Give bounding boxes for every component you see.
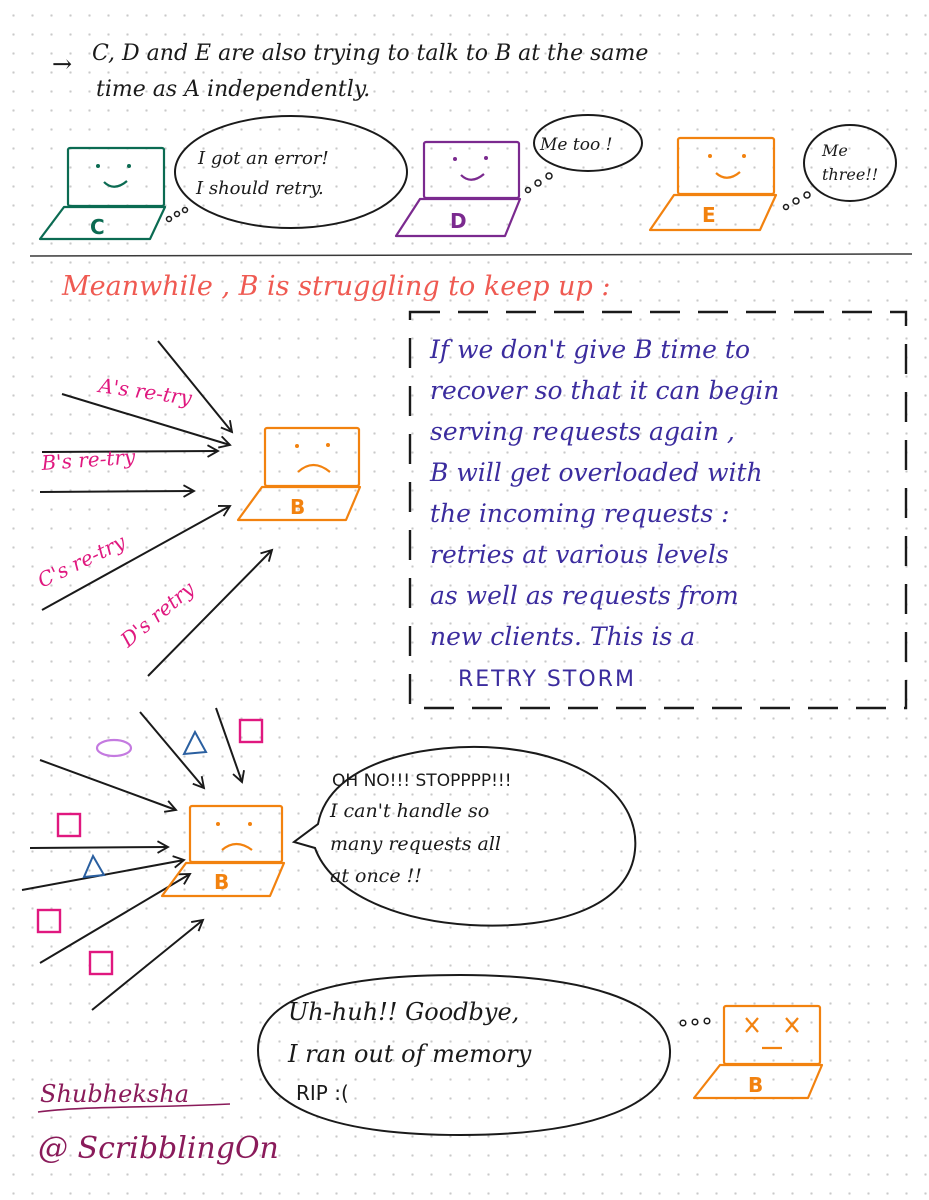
client-c-speech-bubble — [175, 116, 407, 228]
client-c-letter: C — [90, 215, 105, 239]
meanwhile-heading: Meanwhile , B is struggling to keep up : — [62, 271, 611, 302]
retry-storm-note — [429, 335, 779, 651]
section-divider — [30, 254, 912, 256]
request-square-icon — [90, 952, 112, 974]
storm-note-line-7: as well as requests from — [430, 581, 739, 610]
storm-note-line-4: B will get overloaded with — [430, 458, 763, 487]
retry-storm-highlight: RETRY STORM — [458, 667, 636, 692]
retry-label-a: A's re-try — [97, 373, 194, 410]
intro-line-2: time as A independently. — [96, 77, 371, 102]
client-c-speech-line-2: I should retry. — [196, 178, 324, 199]
retry-label-d: D's retry — [115, 576, 199, 652]
storm-note-line-6: retries at various levels — [430, 540, 729, 569]
request-square-icon — [58, 814, 80, 836]
request-triangle-icon — [84, 856, 104, 877]
goodbye-line-2: I ran out of memory — [288, 1040, 532, 1068]
request-square-icon — [38, 910, 60, 932]
server-b-letter: B — [290, 495, 306, 519]
dead-server-letter: B — [748, 1073, 764, 1097]
client-d-letter: D — [450, 209, 467, 233]
overload-speech-line-4: at once !! — [330, 865, 422, 887]
storm-note-line-3: serving requests again , — [430, 417, 735, 446]
retry-label-b: B's re-try — [40, 444, 136, 475]
client-c-speech-line-1: I got an error! — [198, 148, 329, 169]
client-e-thought-bubble — [804, 125, 896, 201]
overloaded-server-letter: B — [214, 870, 230, 894]
client-d-thought-dots — [526, 173, 553, 193]
overload-arrows — [22, 708, 242, 1010]
storm-note-line-1: If we don't give B time to — [430, 335, 751, 364]
request-square-icon — [240, 720, 262, 742]
overload-speech-line-2: I can't handle so — [330, 800, 490, 822]
storm-note-line-5: the incoming requests : — [430, 499, 730, 528]
client-d-thought-text: Me too ! — [540, 135, 613, 155]
storm-note-line-8: new clients. This is a — [430, 622, 696, 651]
goodbye-line-1: Uh-huh!! Goodbye, — [288, 998, 520, 1026]
intro-section — [52, 41, 648, 102]
overload-speech-line-1: OH NO!!! STOPPPP!!! — [332, 771, 512, 791]
request-oval-icon — [97, 740, 131, 756]
client-c-thought-dots — [167, 208, 188, 222]
goodbye-thought-dots — [680, 1018, 710, 1026]
client-e-thought-line-2: three!! — [822, 165, 879, 184]
storm-note-line-2: recover so that it can begin — [430, 376, 780, 405]
goodbye-line-3: RIP :( — [296, 1081, 349, 1105]
intro-arrow: → — [52, 50, 73, 78]
client-e-thought-dots — [784, 192, 811, 210]
request-triangle-icon — [184, 732, 206, 754]
intro-line-1: C, D and E are also trying to talk to B at the same — [92, 41, 649, 66]
signature-handle: @ ScribblingOn — [38, 1131, 279, 1166]
client-e-letter: E — [702, 203, 716, 227]
retry-label-c: C's re-try — [33, 529, 130, 593]
overload-speech-line-3: many requests all — [330, 833, 501, 855]
client-e-thought-line-1: Me — [822, 141, 848, 160]
signature-name: Shubheksha — [40, 1080, 190, 1108]
